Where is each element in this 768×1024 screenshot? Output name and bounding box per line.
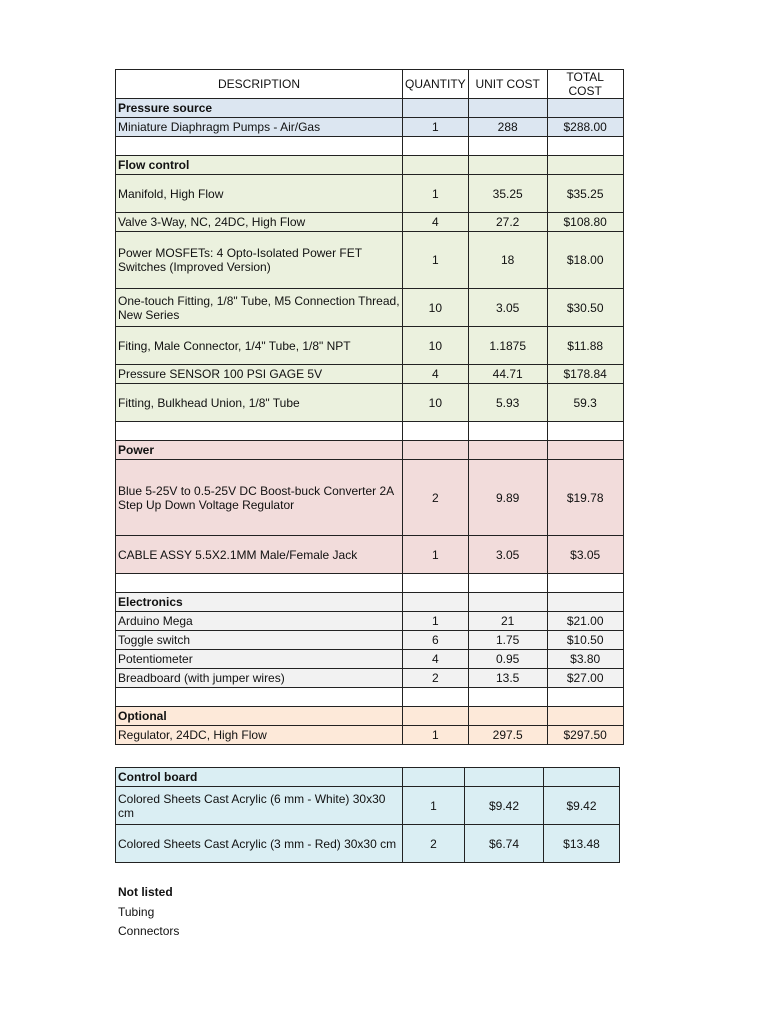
item-quantity: 4: [403, 213, 469, 232]
item-quantity: 2: [403, 460, 469, 536]
empty-cell: [468, 422, 547, 441]
notes-item: Tubing: [118, 904, 155, 919]
item-description: Blue 5-25V to 0.5-25V DC Boost-buck Converter 2A Step Up Down Voltage Regulator: [116, 460, 403, 536]
table-row: [116, 460, 624, 536]
item-description: Regulator, 24DC, High Flow: [116, 726, 403, 745]
section-header-row: [116, 156, 624, 175]
item-total-cost: $108.80: [547, 213, 623, 232]
empty-cell: [403, 441, 469, 460]
table-row: [116, 825, 620, 863]
empty-cell: [403, 688, 469, 707]
table-row: [116, 365, 624, 384]
table-row: [116, 327, 624, 365]
item-unit-cost: 27.2: [468, 213, 547, 232]
item-description: Colored Sheets Cast Acrylic (6 mm - White) 30x30 cm: [116, 787, 403, 825]
table-row: [116, 384, 624, 422]
item-quantity: 4: [403, 650, 469, 669]
table-row: [116, 726, 624, 745]
item-description: Colored Sheets Cast Acrylic (3 mm - Red) 30x30 cm: [116, 825, 403, 863]
table-row: [116, 289, 624, 327]
parts-table: [115, 69, 624, 745]
item-description: Fitting, Bulkhead Union, 1/8" Tube: [116, 384, 403, 422]
empty-cell: [547, 137, 623, 156]
column-header-unit-cost: UNIT COST: [468, 70, 547, 99]
empty-cell: [468, 99, 547, 118]
item-total-cost: $288.00: [547, 118, 623, 137]
item-unit-cost: 1.75: [468, 631, 547, 650]
empty-cell: [116, 574, 403, 593]
section-header-row: [116, 99, 624, 118]
item-unit-cost: 5.93: [468, 384, 547, 422]
item-unit-cost: 35.25: [468, 175, 547, 213]
empty-cell: [403, 422, 469, 441]
item-unit-cost: $9.42: [465, 787, 544, 825]
item-total-cost: $297.50: [547, 726, 623, 745]
table-row: [116, 118, 624, 137]
item-total-cost: $27.00: [547, 669, 623, 688]
item-total-cost: $10.50: [547, 631, 623, 650]
item-total-cost: $19.78: [547, 460, 623, 536]
item-total-cost: $178.84: [547, 365, 623, 384]
item-description: Power MOSFETs: 4 Opto-Isolated Power FET Switches (Improved Version): [116, 232, 403, 289]
item-description: Valve 3-Way, NC, 24DC, High Flow: [116, 213, 403, 232]
empty-cell: [547, 688, 623, 707]
empty-cell: [116, 422, 403, 441]
empty-cell: [468, 688, 547, 707]
empty-cell: [116, 137, 403, 156]
empty-cell: [547, 422, 623, 441]
empty-cell: [403, 593, 469, 612]
empty-cell: [403, 156, 469, 175]
item-quantity: 1: [403, 175, 469, 213]
item-description: Toggle switch: [116, 631, 403, 650]
item-quantity: 1: [403, 232, 469, 289]
section-title: Electronics: [116, 593, 403, 612]
item-quantity: 6: [403, 631, 469, 650]
column-header-quantity: QUANTITY: [403, 70, 469, 99]
item-quantity: 1: [403, 612, 469, 631]
item-unit-cost: 288: [468, 118, 547, 137]
section-header-row: [116, 593, 624, 612]
item-unit-cost: 0.95: [468, 650, 547, 669]
item-quantity: 10: [403, 327, 469, 365]
empty-cell: [547, 574, 623, 593]
control-board-table-body: [116, 768, 620, 863]
table-row: [116, 213, 624, 232]
item-total-cost: $3.80: [547, 650, 623, 669]
empty-cell: [403, 768, 465, 787]
section-title: Pressure source: [116, 99, 403, 118]
control-board-table: [115, 767, 620, 863]
item-quantity: 2: [403, 825, 465, 863]
item-quantity: 1: [403, 787, 465, 825]
item-total-cost: $21.00: [547, 612, 623, 631]
item-unit-cost: 1.1875: [468, 327, 547, 365]
item-total-cost: $18.00: [547, 232, 623, 289]
empty-cell: [547, 156, 623, 175]
table-row: [116, 536, 624, 574]
notes-title: Not listed: [118, 885, 173, 899]
empty-cell: [468, 137, 547, 156]
table-row: [116, 612, 624, 631]
item-total-cost: $30.50: [547, 289, 623, 327]
item-total-cost: 59.3: [547, 384, 623, 422]
item-quantity: 2: [403, 669, 469, 688]
empty-cell: [468, 574, 547, 593]
empty-cell: [468, 593, 547, 612]
empty-cell: [544, 768, 620, 787]
table-row: [116, 232, 624, 289]
column-header-total-cost: TOTAL COST: [547, 70, 623, 99]
table-row: [116, 175, 624, 213]
table-row: [116, 650, 624, 669]
empty-cell: [468, 156, 547, 175]
column-header-description: DESCRIPTION: [116, 70, 403, 99]
blank-row: [116, 137, 624, 156]
item-description: Manifold, High Flow: [116, 175, 403, 213]
table-row: [116, 787, 620, 825]
item-quantity: 1: [403, 536, 469, 574]
table-row: [116, 631, 624, 650]
item-quantity: 1: [403, 118, 469, 137]
empty-cell: [403, 574, 469, 593]
item-unit-cost: 44.71: [468, 365, 547, 384]
item-quantity: 10: [403, 289, 469, 327]
empty-cell: [116, 688, 403, 707]
empty-cell: [547, 441, 623, 460]
empty-cell: [465, 768, 544, 787]
item-unit-cost: 3.05: [468, 289, 547, 327]
item-total-cost: $3.05: [547, 536, 623, 574]
item-description: CABLE ASSY 5.5X2.1MM Male/Female Jack: [116, 536, 403, 574]
parts-table-body: [116, 70, 624, 745]
item-description: Miniature Diaphragm Pumps - Air/Gas: [116, 118, 403, 137]
item-unit-cost: 3.05: [468, 536, 547, 574]
section-header-row: [116, 441, 624, 460]
item-unit-cost: 297.5: [468, 726, 547, 745]
blank-row: [116, 422, 624, 441]
item-total-cost: $13.48: [544, 825, 620, 863]
section-title: Flow control: [116, 156, 403, 175]
item-unit-cost: 9.89: [468, 460, 547, 536]
section-title: Control board: [116, 768, 403, 787]
item-unit-cost: 18: [468, 232, 547, 289]
empty-cell: [403, 707, 469, 726]
item-total-cost: $11.88: [547, 327, 623, 365]
item-unit-cost: $6.74: [465, 825, 544, 863]
item-unit-cost: 13.5: [468, 669, 547, 688]
item-quantity: 1: [403, 726, 469, 745]
notes-block: [118, 883, 179, 942]
item-total-cost: $35.25: [547, 175, 623, 213]
item-description: Pressure SENSOR 100 PSI GAGE 5V: [116, 365, 403, 384]
item-description: Arduino Mega: [116, 612, 403, 631]
item-quantity: 10: [403, 384, 469, 422]
notes-item: Connectors: [118, 924, 180, 938]
section-title: Optional: [116, 707, 403, 726]
item-quantity: 4: [403, 365, 469, 384]
empty-cell: [547, 99, 623, 118]
empty-cell: [468, 707, 547, 726]
empty-cell: [547, 593, 623, 612]
section-header-row: [116, 707, 624, 726]
empty-cell: [547, 707, 623, 726]
table-header-row: [116, 70, 624, 99]
empty-cell: [403, 99, 469, 118]
blank-row: [116, 574, 624, 593]
empty-cell: [403, 137, 469, 156]
empty-cell: [468, 441, 547, 460]
section-header-row: [116, 768, 620, 787]
item-description: Breadboard (with jumper wires): [116, 669, 403, 688]
blank-row: [116, 688, 624, 707]
item-description: One-touch Fitting, 1/8" Tube, M5 Connection Thread, New Series: [116, 289, 403, 327]
item-unit-cost: 21: [468, 612, 547, 631]
section-title: Power: [116, 441, 403, 460]
item-description: Fiting, Male Connector, 1/4" Tube, 1/8" NPT: [116, 327, 403, 365]
table-row: [116, 669, 624, 688]
item-description: Potentiometer: [116, 650, 403, 669]
item-total-cost: $9.42: [544, 787, 620, 825]
